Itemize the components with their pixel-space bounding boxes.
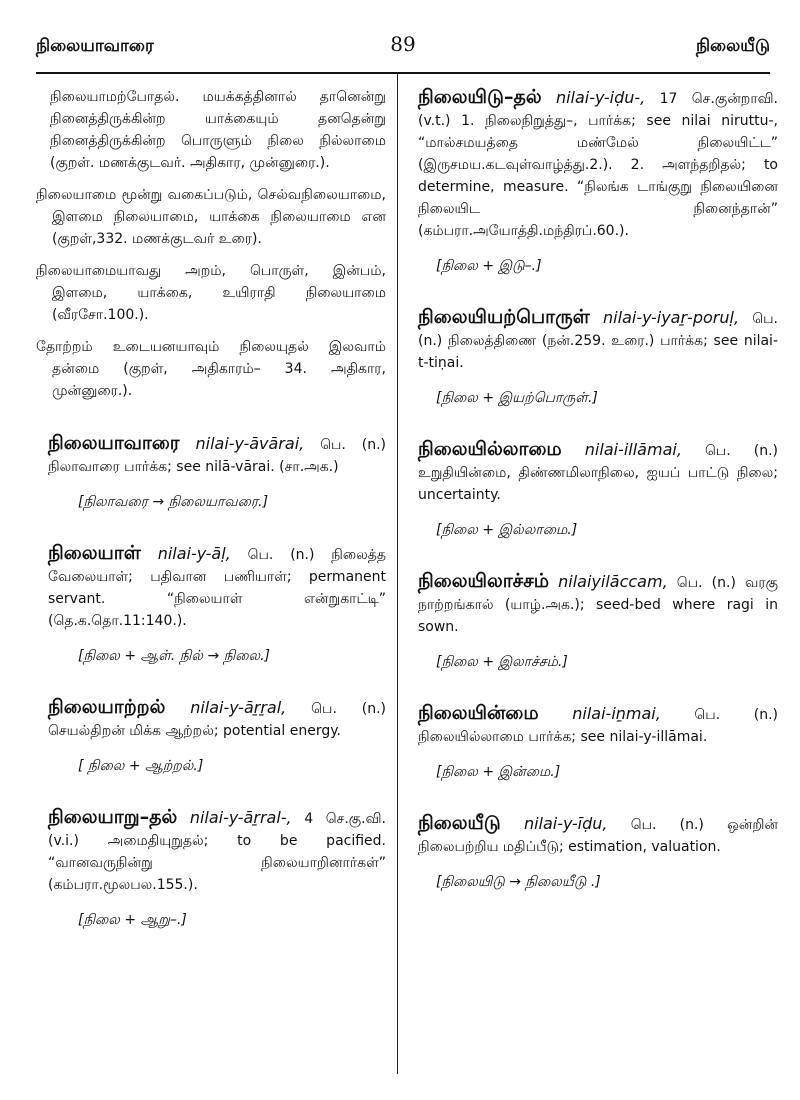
entry-definition: பெ. (n.) நிலையில்லாமை பார்க்க; see nilai-y-illāmai.	[418, 707, 778, 745]
dictionary-entry	[406, 570, 778, 672]
entry-headword: நிலையாவாரை	[48, 432, 180, 454]
entry-headword: நிலையின்மை	[418, 702, 539, 724]
sense-paragraph: நிலையாமையாவது அறம், பொருள், இன்பம், இளமை, யாக்கை, உயிராதி நிலையாமை (வீரசோ.100.).	[36, 263, 386, 323]
left-column	[36, 86, 386, 960]
dictionary-entry	[406, 86, 778, 276]
sense-paragraph: நிலையாமை மூன்று வகைப்படும், செல்வநிலையாமை, இளமை நிலையாமை, யாக்கை நிலையாமை என (குறள்,332. மணக்குடவர் உரை).	[36, 187, 386, 247]
entry-transliteration: nilai-y-āṟṟal,	[190, 698, 287, 717]
entry-headword: நிலையாறு–தல்	[48, 806, 178, 828]
entry-transliteration: nilai-y-iḍu-,	[555, 88, 646, 107]
dictionary-entry	[406, 306, 778, 408]
entry-transliteration: nilai-y-iyaṟ-poruḷ,	[603, 308, 740, 327]
entry-definition: பெ. (n.) செயல்திறன் மிக்க ஆற்றல்; potential energy.	[48, 701, 387, 739]
entry-definition: பெ. (n.) நிலைத்திணை (நன்.259. உரை.) பார்க்க; see nilai-t-tiṇai.	[418, 311, 778, 371]
dictionary-entry	[36, 432, 386, 512]
dictionary-entry	[36, 696, 386, 776]
entry-headword: நிலையாற்றல்	[48, 696, 166, 718]
entry-definition: 17 செ.குன்றாவி. (v.t.) 1. நிலைநிறுத்து–, பார்க்க; see nilai niruttu-, “மால்சமயத்தை மண்மேல் நிலையிட்ட” (இருசமய.கடவுள்வாழ்த்து.2.). 2. அளந்தறிதல்; to determine, measure. “நிலங்க டாங்குறு நிலையினை நிலையிட நினைந்தான்” (கம்பரா.அயோத்தி.மந்திரப்.60.).	[418, 91, 779, 239]
entry-definition: பெ. (n.) நிலாவாரை பார்க்க; see nilā-vārai. (சா.அக.)	[48, 437, 387, 475]
entry-transliteration: nilai-y-īḍu,	[523, 814, 608, 833]
entry-headword: நிலையில்லாமை	[418, 438, 562, 460]
header-right-guideword: நிலையீடு	[695, 36, 770, 56]
entry-etymology: [நிலை + இயற்பொருள்.]	[436, 390, 598, 406]
entry-headword: நிலையியற்பொருள்	[418, 306, 590, 328]
entry-etymology: [நிலை + ஆள். நில் → நிலை.]	[78, 648, 271, 664]
entry-etymology: [நிலை + ஆறு–.]	[78, 912, 187, 928]
entry-etymology: [நிலாவரை → நிலையாவரை.]	[78, 494, 269, 510]
page-header	[36, 30, 770, 64]
header-left-guideword: நிலையாவாரை	[36, 36, 154, 56]
sense-paragraph: தோற்றம் உடையனயாவும் நிலையுதல் இலவாம் தன்மை (குறள், அதிகாரம்– 34. அதிகார, முன்னுரை.).	[36, 339, 386, 399]
entry-etymology: [நிலை + இல்லாமை.]	[436, 522, 578, 538]
entry-etymology: [நிலை + இன்மை.]	[436, 764, 561, 780]
entry-definition: பெ. (n.) ஒன்றின் நிலைபற்றிய மதிப்பீடு; estimation, valuation.	[418, 817, 778, 855]
right-column	[406, 86, 778, 922]
entry-headword: நிலையாள்	[48, 542, 141, 564]
entry-transliteration: nilai-y-āṟral-,	[189, 808, 292, 827]
entry-transliteration: nilai-y-āḷ,	[157, 544, 231, 563]
page-number: 89	[390, 32, 416, 56]
dictionary-entry	[406, 702, 778, 782]
entry-definition: பெ. (n.) உறுதியின்மை, திண்ணமிலாநிலை, ஐயப் பாட்டு நிலை; uncertainty.	[418, 443, 779, 503]
header-rule	[36, 72, 770, 74]
entry-transliteration: nilai-illāmai,	[584, 440, 682, 459]
entry-headword: நிலையீடு	[418, 812, 501, 834]
entry-transliteration: nilai-y-āvārai,	[195, 434, 305, 453]
dictionary-entry	[36, 806, 386, 930]
entry-headword: நிலையிலாச்சம்	[418, 570, 550, 592]
entry-etymology: [ நிலை + ஆற்றல்.]	[78, 758, 204, 774]
dictionary-entry	[406, 812, 778, 892]
dictionary-entry	[406, 438, 778, 540]
entry-transliteration: nilaiyilāccam,	[558, 572, 668, 591]
entry-definition: பெ. (n.) வரகு நாற்றங்கால் (யாழ்.அக.); seed-bed where ragi in sown.	[418, 575, 779, 635]
dictionary-entry	[36, 542, 386, 666]
entry-headword: நிலையிடு–தல்	[418, 86, 542, 108]
entry-definition: பெ. (n.) நிலைத்த வேலையாள்; பதிவான பணியாள்; permanent servant. “நிலையாள் என்றுகாட்டி” (தெ.க.தொ.11:140.).	[48, 547, 386, 629]
entry-transliteration: nilai-iṉmai,	[572, 704, 661, 723]
column-divider	[397, 74, 398, 1074]
entry-etymology: [நிலை + இலாச்சம்.]	[436, 654, 568, 670]
sense-paragraph: நிலையாமற்போதல். மயக்கத்தினால் தானென்று நினைத்திருக்கின்ற யாக்கையும் தனதென்று நினைத்திருக்கின்ற பொருளும் நிலை நில்லாமை (குறள். மணக்குடவர். அதிகார, முன்னுரை.).	[50, 89, 386, 171]
entry-etymology: [நிலையிடு → நிலையீடு .]	[436, 874, 601, 890]
entry-etymology: [நிலை + இடு–.]	[436, 258, 542, 274]
entry-definition: 4 செ.கு.வி. (v.i.) அமைதியுறுதல்; to be pacified. “வானவருநின்று நிலையாறினார்கள்” (கம்பரா.மூலபல.155.).	[48, 811, 386, 893]
